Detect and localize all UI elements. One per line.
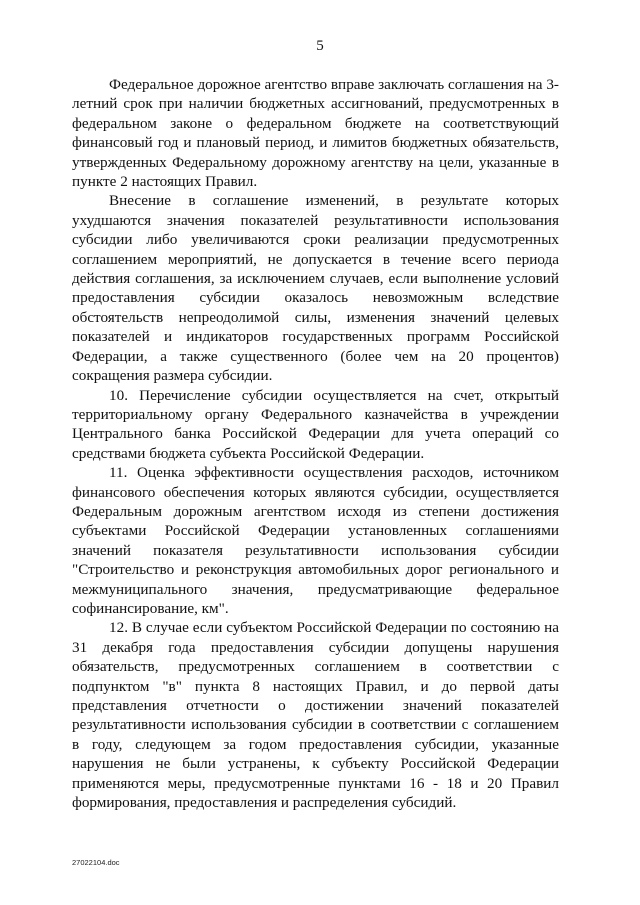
paragraph-10-transfer: 10. Перечисление субсидии осуществляется на счет, открытый территориальному органу Федерального казначейства в учреждении Центрального банка Российской Федерации для учета операций со средствами бюджета субъекта Российской Федерации.: [72, 386, 559, 462]
paragraph-11-evaluation: 11. Оценка эффективности осуществления расходов, источником финансового обеспечения которых являются субсидии, осуществляется Федеральным дорожным агентством исходя из степени достижения субъектами Российской Федерации установленных соглашениями значений показателя результативности использования субсидии "Строительство и реконструкция автомобильных дорог регионального и межмуниципального значения, предусматривающие федеральное софинансирование, км".: [72, 464, 559, 617]
document-filename: 27022104.doc: [72, 858, 120, 867]
document-body: [72, 75, 559, 812]
paragraph-agreement-term: Федеральное дорожное агентство вправе заключать соглашения на 3-летний срок при наличии бюджетных ассигнований, предусмотренных в федеральном законе о федеральном бюджете на соответствующий финансовый год и плановый период, и лимитов бюджетных обязательств, утвержденных Федеральному дорожному агентству на цели, указанные в пункте 2 настоящих Правил.: [72, 76, 559, 191]
paragraph-agreement-changes: Внесение в соглашение изменений, в результате которых ухудшаются значения показателей результативности использования субсидии либо увеличиваются сроки реализации предусмотренных соглашением мероприятий, не допускается в течение всего периода действия соглашения, за исключением случаев, если выполнение условий предоставления субсидии оказалось невозможным вследствие обстоятельств непреодолимой силы, изменения значений целевых показателей и индикаторов государственных программ Российской Федерации, а также существенного (более чем на 20 процентов) сокращения размера субсидии.: [72, 192, 559, 385]
paragraph-12-violations: 12. В случае если субъектом Российской Федерации по состоянию на 31 декабря года предоставления субсидии допущены нарушения обязательств, предусмотренных соглашением в соответствии с подпунктом "в" пункта 8 настоящих Правил, и до первой даты представления отчетности о достижении значений показателей результативности использования субсидии в соответствии с соглашением в году, следующем за годом предоставления субсидии, указанные нарушения не были устранены, к субъекту Российской Федерации применяются меры, предусмотренные пунктами 16 - 18 и 20 Правил формирования, предоставления и распределения субсидий.: [72, 619, 559, 812]
page-number: 5: [316, 38, 324, 54]
